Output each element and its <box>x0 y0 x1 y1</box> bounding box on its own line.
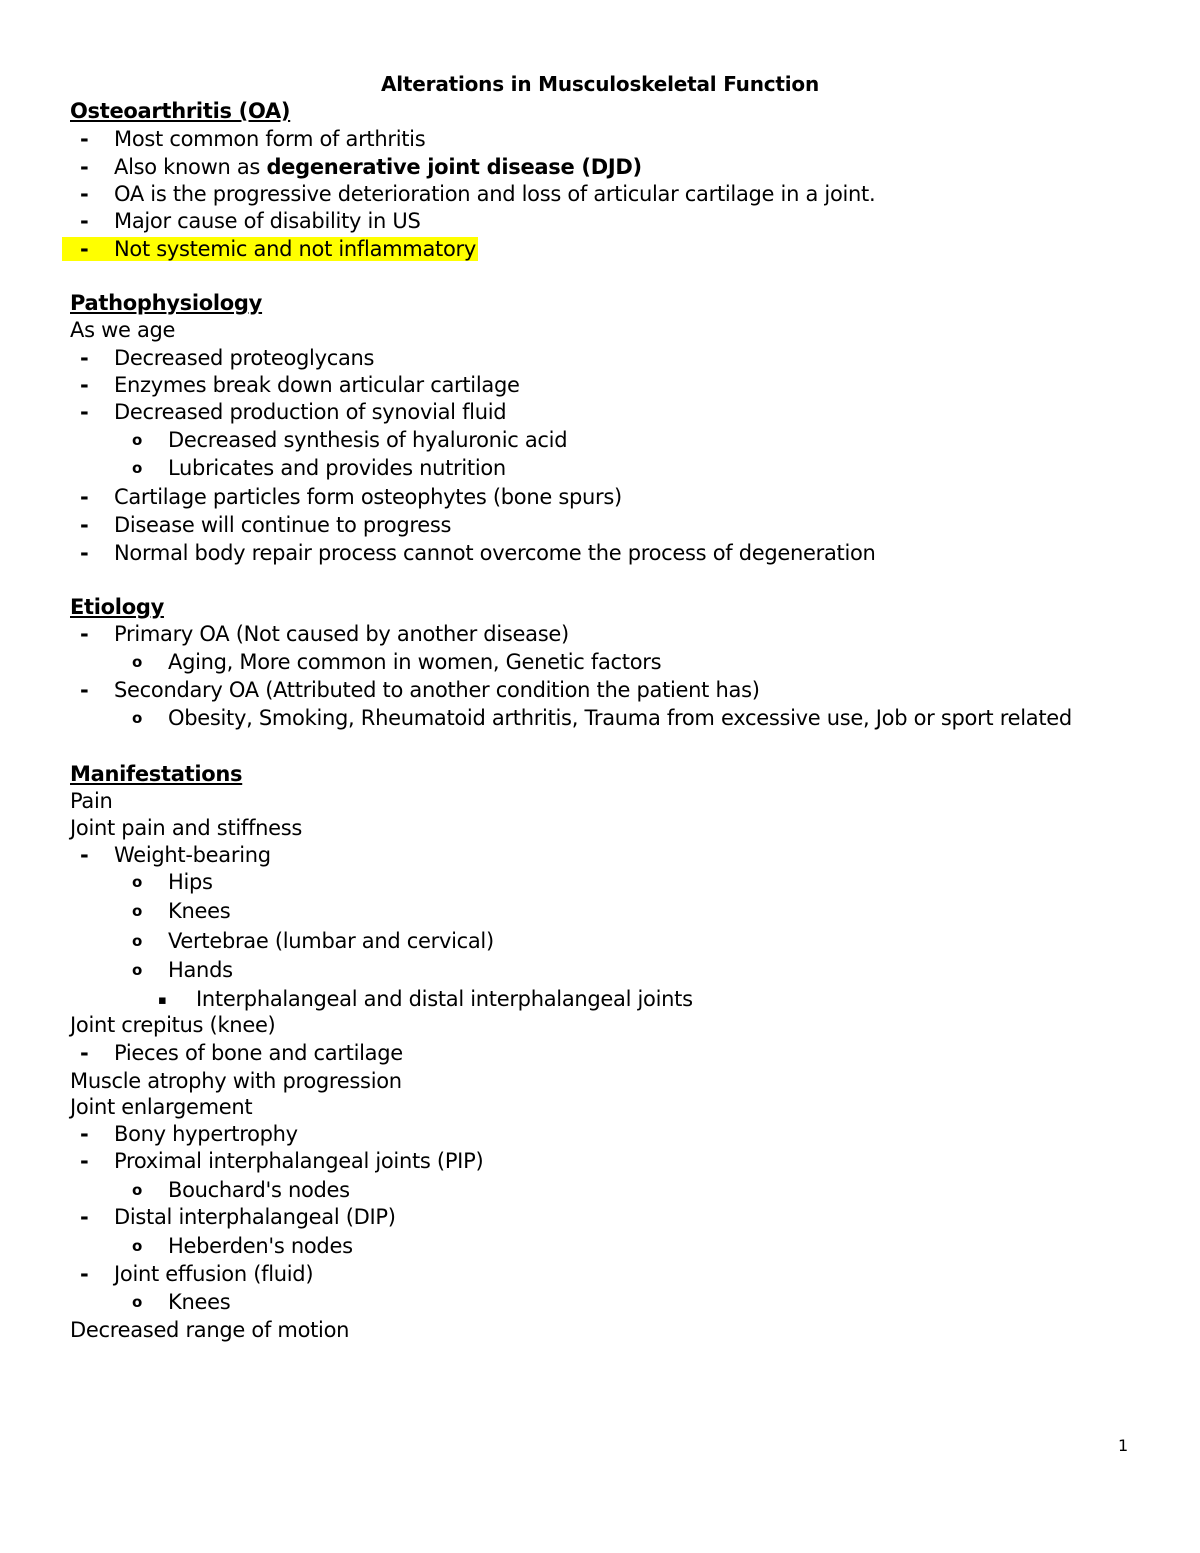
sub-list-item: o Vertebrae (lumbar and cervical) <box>132 929 494 953</box>
sub-list-item: o Decreased synthesis of hyaluronic acid <box>132 428 568 452</box>
document-title: Alterations in Musculoskeletal Function <box>381 72 819 96</box>
text-line: Joint pain and stiffness <box>70 816 303 840</box>
sub-list-item: o Knees <box>132 1290 231 1314</box>
dash-marker: - <box>80 1041 89 1065</box>
dash-marker: - <box>80 485 89 509</box>
list-item: - Enzymes break down articular cartilage <box>70 371 520 399</box>
page-number: 1 <box>1118 1436 1128 1455</box>
list-item: - Primary OA (Not caused by another disease) <box>70 620 569 648</box>
list-item: - OA is the progressive deterioration and loss of articular cartilage in a joint. <box>70 180 875 208</box>
list-item: - Joint effusion (fluid) <box>70 1260 313 1288</box>
dash-marker: - <box>80 1149 89 1173</box>
circle-bullet-icon: o <box>132 431 143 449</box>
text-line: Joint enlargement <box>70 1095 253 1119</box>
dash-marker: - <box>80 237 89 261</box>
section-heading-manifestations: Manifestations <box>70 762 243 786</box>
dash-marker: - <box>80 400 89 424</box>
circle-bullet-icon: o <box>132 902 143 920</box>
dash-marker: - <box>80 513 89 537</box>
sub-list-item: o Hands <box>132 958 233 982</box>
sub-list-item: o Lubricates and provides nutrition <box>132 456 506 480</box>
list-item: - Major cause of disability in US <box>70 207 421 235</box>
sub-list-item: o Hips <box>132 870 213 894</box>
circle-bullet-icon: o <box>132 653 143 671</box>
list-item: - Pieces of bone and cartilage <box>70 1039 403 1067</box>
text-line: Joint crepitus (knee) <box>70 1013 276 1037</box>
list-item: - Decreased proteoglycans <box>70 344 374 372</box>
dash-marker: - <box>80 678 89 702</box>
dash-marker: - <box>80 541 89 565</box>
circle-bullet-icon: o <box>132 709 143 727</box>
list-item: - Proximal interphalangeal joints (PIP) <box>70 1147 483 1175</box>
dash-marker: - <box>80 155 89 179</box>
circle-bullet-icon: o <box>132 1237 143 1255</box>
sub-sub-list-item: ▪ Interphalangeal and distal interphalangeal joints <box>158 985 693 1013</box>
dash-marker: - <box>80 346 89 370</box>
section-heading-pathophysiology: Pathophysiology <box>70 291 263 315</box>
text-line: Muscle atrophy with progression <box>70 1069 402 1093</box>
list-item: - Decreased production of synovial fluid <box>70 398 506 426</box>
circle-bullet-icon: o <box>132 1293 143 1311</box>
list-item: - Most common form of arthritis <box>70 125 425 153</box>
square-bullet-icon: ▪ <box>158 993 167 1008</box>
dash-marker: - <box>80 1122 89 1146</box>
list-item: - Secondary OA (Attributed to another condition the patient has) <box>70 676 760 704</box>
list-item: - Also known as degenerative joint disease (DJD) <box>70 153 642 181</box>
sub-list-item: o Obesity, Smoking, Rheumatoid arthritis, Trauma from excessive use, Job or sport related <box>132 706 1072 730</box>
circle-bullet-icon: o <box>132 1181 143 1199</box>
text-line: Decreased range of motion <box>70 1318 350 1342</box>
circle-bullet-icon: o <box>132 459 143 477</box>
list-item: - Bony hypertrophy <box>70 1120 298 1148</box>
dash-marker: - <box>80 843 89 867</box>
list-item: - Distal interphalangeal (DIP) <box>70 1203 396 1231</box>
sub-list-item: o Aging, More common in women, Genetic factors <box>132 650 662 674</box>
circle-bullet-icon: o <box>132 932 143 950</box>
list-item: - Weight-bearing <box>70 841 271 869</box>
dash-marker: - <box>80 622 89 646</box>
highlighted-list-item: - Not systemic and not inflammatory <box>70 235 478 263</box>
intro-text: As we age <box>70 318 176 342</box>
dash-marker: - <box>80 373 89 397</box>
section-heading-etiology: Etiology <box>70 595 164 619</box>
dash-marker: - <box>80 182 89 206</box>
text-line: Pain <box>70 789 113 813</box>
section-heading-osteoarthritis: Osteoarthritis (OA) <box>70 99 291 123</box>
sub-list-item: o Heberden's nodes <box>132 1234 353 1258</box>
dash-marker: - <box>80 1205 89 1229</box>
sub-list-item: o Knees <box>132 899 231 923</box>
dash-marker: - <box>80 209 89 233</box>
dash-marker: - <box>80 127 89 151</box>
dash-marker: - <box>80 1262 89 1286</box>
list-item: - Normal body repair process cannot overcome the process of degeneration <box>70 539 876 567</box>
circle-bullet-icon: o <box>132 873 143 891</box>
list-item: - Disease will continue to progress <box>70 511 451 539</box>
list-item: - Cartilage particles form osteophytes (bone spurs) <box>70 483 622 511</box>
circle-bullet-icon: o <box>132 961 143 979</box>
sub-list-item: o Bouchard's nodes <box>132 1178 350 1202</box>
bold-term: degenerative joint disease (DJD) <box>266 155 642 179</box>
